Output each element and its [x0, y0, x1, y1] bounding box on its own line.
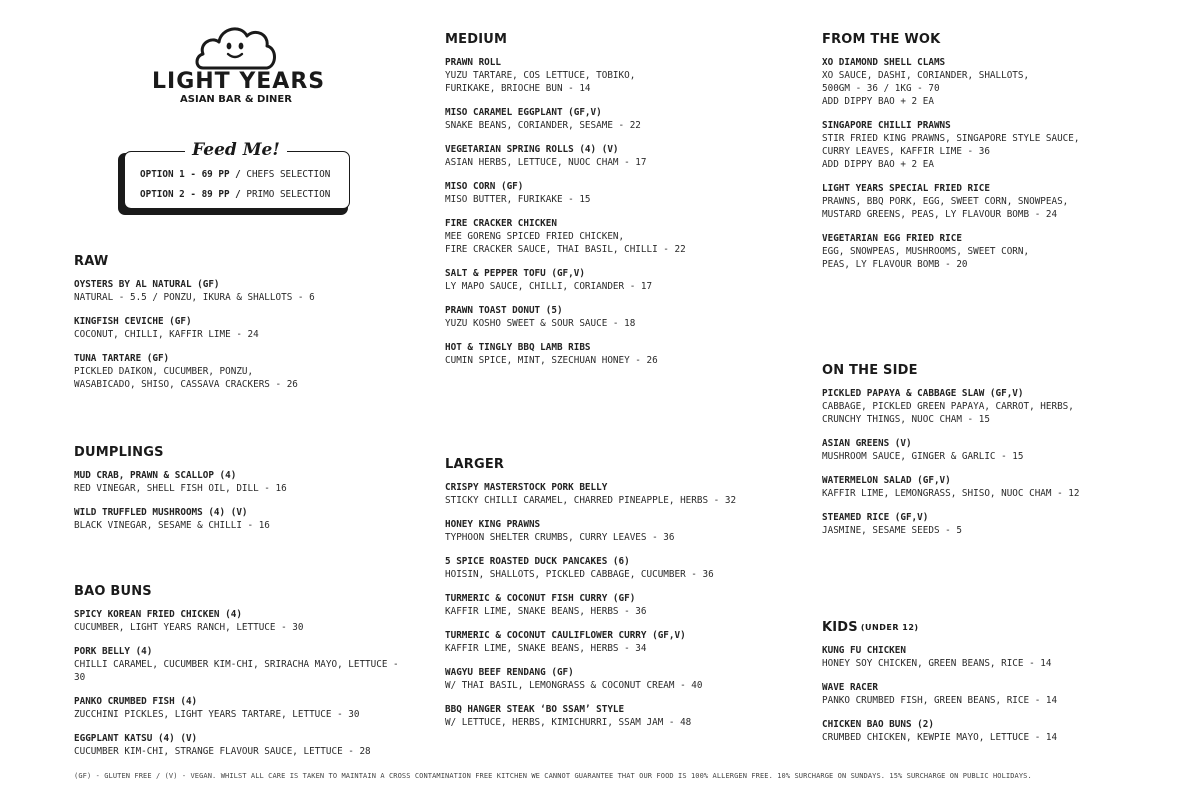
menu-item-name: ASIAN GREENS (V) [822, 438, 912, 449]
menu-item [74, 352, 414, 391]
menu-item [445, 143, 805, 169]
menu-item [445, 666, 805, 692]
menu-item-description: NATURAL - 5.5 / PONZU, IKURA & SHALLOTS - 6 [74, 292, 315, 303]
menu-item-description: CABBAGE, PICKLED GREEN PAPAYA, CARROT, HERBS, CRUNCHY THINGS, NUOC CHAM - 15 [822, 401, 1074, 425]
cloud-face-icon [193, 20, 279, 72]
menu-item-name: MUD CRAB, PRAWN & SCALLOP (4) [74, 470, 237, 481]
menu-item-name: TUNA TARTARE (GF) [74, 353, 170, 364]
menu-item-description: LY MAPO SAUCE, CHILLI, CORIANDER - 17 [445, 281, 653, 292]
menu-item [74, 278, 414, 304]
menu-item-description: STIR FRIED KING PRAWNS, SINGAPORE STYLE SAUCE, CURRY LEAVES, KAFFIR LIME - 36 ADD DIPPY BAO + 2 EA [822, 133, 1080, 170]
menu-item-name: PRAWN TOAST DONUT (5) [445, 305, 563, 316]
menu-item-name: PICKLED PAPAYA & CABBAGE SLAW (GF,V) [822, 388, 1024, 399]
menu-item-name: HOT & TINGLY BBQ LAMB RIBS [445, 342, 591, 353]
menu-item [445, 518, 805, 544]
menu-item-description: MUSHROOM SAUCE, GINGER & GARLIC - 15 [822, 451, 1024, 462]
menu-item-name: OYSTERS BY AL NATURAL (GF) [74, 279, 220, 290]
menu-item-description: KAFFIR LIME, SNAKE BEANS, HERBS - 36 [445, 606, 647, 617]
menu-item-name: CRISPY MASTERSTOCK PORK BELLY [445, 482, 608, 493]
menu-item [445, 304, 805, 330]
menu-item [445, 629, 805, 655]
menu-item [445, 267, 805, 293]
menu-item-description: STICKY CHILLI CARAMEL, CHARRED PINEAPPLE, HERBS - 32 [445, 495, 737, 506]
menu-item-name: WILD TRUFFLED MUSHROOMS (4) (V) [74, 507, 248, 518]
menu-item-description: YUZU TARTARE, COS LETTUCE, TOBIKO, FURIKAKE, BRIOCHE BUN - 14 [445, 70, 636, 94]
menu-item-description: SNAKE BEANS, CORIANDER, SESAME - 22 [445, 120, 641, 131]
section-larger [445, 457, 805, 740]
menu-item [445, 180, 805, 206]
menu-item-name: PANKO CRUMBED FISH (4) [74, 696, 198, 707]
menu-item-description: XO SAUCE, DASHI, CORIANDER, SHALLOTS, 500GM - 36 / 1KG - 70 ADD DIPPY BAO + 2 EA [822, 70, 1030, 107]
menu-item-description: CUCUMBER, LIGHT YEARS RANCH, LETTUCE - 30 [74, 622, 304, 633]
logo-title: LIGHT YEARS [152, 69, 326, 94]
section-medium [445, 32, 805, 378]
section-title: LARGER [445, 457, 505, 472]
section-from-the-wok [822, 32, 1192, 282]
menu-item-name: LIGHT YEARS SPECIAL FRIED RICE [822, 183, 990, 194]
menu-item [445, 106, 805, 132]
menu-item-description: MEE GORENG SPICED FRIED CHICKEN, FIRE CRACKER SAUCE, THAI BASIL, CHILLI - 22 [445, 231, 686, 255]
menu-item-name: TURMERIC & COCONUT CAULIFLOWER CURRY (GF,V) [445, 630, 686, 641]
menu-item [74, 645, 414, 684]
menu-item [822, 182, 1192, 221]
feed-me-box [118, 140, 354, 216]
menu-item-description: MISO BUTTER, FURIKAKE - 15 [445, 194, 591, 205]
menu-item [822, 387, 1192, 426]
menu-item [445, 341, 805, 367]
menu-item-name: WATERMELON SALAD (GF,V) [822, 475, 951, 486]
menu-item-name: SPICY KOREAN FRIED CHICKEN (4) [74, 609, 242, 620]
menu-item-name: SINGAPORE CHILLI PRAWNS [822, 120, 951, 131]
menu-item-name: XO DIAMOND SHELL CLAMS [822, 57, 946, 68]
menu-item [74, 732, 414, 758]
menu-item-name: PORK BELLY (4) [74, 646, 153, 657]
section-title: FROM THE WOK [822, 32, 941, 47]
menu-item-name: WAGYU BEEF RENDANG (GF) [445, 667, 574, 678]
menu-item-name: BBQ HANGER STEAK ‘BO SSAM’ STYLE [445, 704, 625, 715]
menu-item [74, 695, 414, 721]
menu-item [74, 506, 414, 532]
feed-me-title: Feed Me! [118, 140, 354, 160]
menu-item-name: STEAMED RICE (GF,V) [822, 512, 929, 523]
menu-item-description: KAFFIR LIME, LEMONGRASS, SHISO, NUOC CHAM - 12 [822, 488, 1080, 499]
section-raw [74, 254, 414, 402]
menu-item [822, 56, 1192, 108]
menu-item-name: WAVE RACER [822, 682, 878, 693]
menu-item [822, 437, 1192, 463]
logo [152, 20, 326, 116]
menu-item-description: HONEY SOY CHICKEN, GREEN BEANS, RICE - 14 [822, 658, 1052, 669]
menu-item-name: MISO CARAMEL EGGPLANT (GF,V) [445, 107, 602, 118]
menu-item-description: ASIAN HERBS, LETTUCE, NUOC CHAM - 17 [445, 157, 647, 168]
menu-item-description: RED VINEGAR, SHELL FISH OIL, DILL - 16 [74, 483, 287, 494]
menu-item-description: CRUMBED CHICKEN, KEWPIE MAYO, LETTUCE - 14 [822, 732, 1058, 743]
section-on-the-side [822, 363, 1192, 548]
menu-item-name: FIRE CRACKER CHICKEN [445, 218, 557, 229]
menu-item-description: KAFFIR LIME, SNAKE BEANS, HERBS - 34 [445, 643, 647, 654]
menu-item-description: CHILLI CARAMEL, CUCUMBER KIM-CHI, SRIRACHA MAYO, LETTUCE - 30 [74, 659, 399, 683]
menu-item [445, 56, 805, 95]
menu-item-name: PRAWN ROLL [445, 57, 501, 68]
menu-item [822, 474, 1192, 500]
menu-item [822, 681, 1192, 707]
menu-item-description: W/ THAI BASIL, LEMONGRASS & COCONUT CREAM - 40 [445, 680, 703, 691]
section-subtitle: (UNDER 12) [860, 623, 919, 632]
logo-subtitle: ASIAN BAR & DINER [180, 94, 292, 105]
feed-me-option-2: OPTION 2 - 89 PP / PRIMO SELECTION [140, 189, 331, 200]
menu-item-name: EGGPLANT KATSU (4) (V) [74, 733, 198, 744]
section-kids [822, 620, 1192, 755]
section-title: KIDS (UNDER 12) [822, 620, 919, 635]
menu-item-description: CUMIN SPICE, MINT, SZECHUAN HONEY - 26 [445, 355, 658, 366]
menu-item [822, 644, 1192, 670]
menu-item-description: COCONUT, CHILLI, KAFFIR LIME - 24 [74, 329, 259, 340]
menu-item-name: SALT & PEPPER TOFU (GF,V) [445, 268, 585, 279]
menu-item-description: ZUCCHINI PICKLES, LIGHT YEARS TARTARE, LETTUCE - 30 [74, 709, 360, 720]
menu-item [445, 481, 805, 507]
section-title: RAW [74, 254, 109, 269]
menu-item-description: PANKO CRUMBED FISH, GREEN BEANS, RICE - 14 [822, 695, 1058, 706]
menu-item-description: CUCUMBER KIM-CHI, STRANGE FLAVOUR SAUCE, LETTUCE - 28 [74, 746, 371, 757]
menu-item-name: VEGETARIAN EGG FRIED RICE [822, 233, 962, 244]
menu-item [822, 718, 1192, 744]
menu-item [445, 592, 805, 618]
section-bao-buns [74, 584, 414, 769]
section-title: MEDIUM [445, 32, 508, 47]
section-title: DUMPLINGS [74, 445, 164, 460]
menu-item [822, 511, 1192, 537]
menu-item-name: VEGETARIAN SPRING ROLLS (4) (V) [445, 144, 619, 155]
menu-item [445, 217, 805, 256]
menu-item-description: TYPHOON SHELTER CRUMBS, CURRY LEAVES - 36 [445, 532, 675, 543]
menu-item-description: HOISIN, SHALLOTS, PICKLED CABBAGE, CUCUMBER - 36 [445, 569, 714, 580]
menu-item-description: PICKLED DAIKON, CUCUMBER, PONZU, WASABICADO, SHISO, CASSAVA CRACKERS - 26 [74, 366, 298, 390]
menu-item-description: W/ LETTUCE, HERBS, KIMICHURRI, SSAM JAM - 48 [445, 717, 692, 728]
menu-item-description: EGG, SNOWPEAS, MUSHROOMS, SWEET CORN, PEAS, LY FLAVOUR BOMB - 20 [822, 246, 1030, 270]
section-dumplings [74, 445, 414, 543]
section-title: BAO BUNS [74, 584, 152, 599]
menu-item-description: PRAWNS, BBQ PORK, EGG, SWEET CORN, SNOWPEAS, MUSTARD GREENS, PEAS, LY FLAVOUR BOMB - 24 [822, 196, 1069, 220]
menu-item-name: TURMERIC & COCONUT FISH CURRY (GF) [445, 593, 636, 604]
menu-item [822, 232, 1192, 271]
feed-me-option-1: OPTION 1 - 69 PP / CHEFS SELECTION [140, 169, 331, 180]
menu-item-description: JASMINE, SESAME SEEDS - 5 [822, 525, 962, 536]
menu-item-name: HONEY KING PRAWNS [445, 519, 541, 530]
menu-item [445, 703, 805, 729]
menu-item [74, 315, 414, 341]
allergen-footer-note: (GF) - GLUTEN FREE / (V) - VEGAN. WHILST ALL CARE IS TAKEN TO MAINTAIN A CROSS CONTAMINATION FREE KITCHEN WE CANNOT GUARANTEE THAT OUR FOOD IS 100% ALLERGEN FREE. 10% SURCHARGE ON SUNDAYS. 15% SURCHARGE ON PUBLIC HOLIDAYS. [74, 772, 1032, 780]
menu-item-name: KUNG FU CHICKEN [822, 645, 906, 656]
menu-item [74, 469, 414, 495]
menu-item-description: BLACK VINEGAR, SESAME & CHILLI - 16 [74, 520, 270, 531]
menu-item [445, 555, 805, 581]
menu-item-name: 5 SPICE ROASTED DUCK PANCAKES (6) [445, 556, 630, 567]
menu-item-name: KINGFISH CEVICHE (GF) [74, 316, 192, 327]
feed-me-options [140, 165, 330, 205]
menu-item [74, 608, 414, 634]
menu-item-name: MISO CORN (GF) [445, 181, 524, 192]
menu-item-name: CHICKEN BAO BUNS (2) [822, 719, 934, 730]
section-title: ON THE SIDE [822, 363, 918, 378]
menu-item [822, 119, 1192, 171]
menu-item-description: YUZU KOSHO SWEET & SOUR SAUCE - 18 [445, 318, 636, 329]
